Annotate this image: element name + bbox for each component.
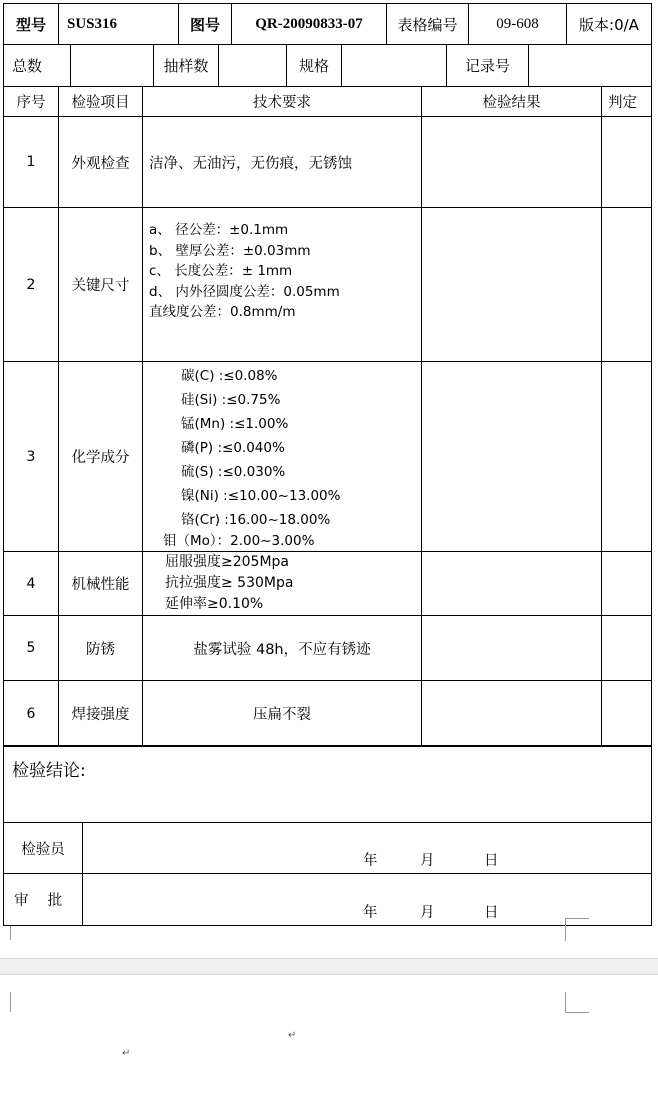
paragraph-mark-icon: ↵ [288,1030,297,1041]
row-item: 防锈 [59,616,143,681]
conclusion-label: 检验结论: [12,761,86,781]
sample-field[interactable] [219,45,287,87]
table-row [4,208,652,362]
column-header: 技术要求 [143,87,422,117]
inspection-table [3,86,652,747]
requirement-line: d、 内外径圆度公差：0.05mm [149,283,340,300]
requirement-line: 铬(Cr) :16.00~18.00% [181,511,331,528]
requirement-line: 磷(P) :≤0.040% [181,439,285,456]
column-header: 序号 [4,87,59,117]
row-item: 焊接强度 [59,681,143,747]
form-value[interactable]: 09-608 [469,4,567,45]
signature-table [3,745,652,926]
row-requirement: 压扁不裂 [143,681,422,747]
table-row [4,362,652,552]
page-corner-mark [10,992,11,1012]
requirement-line: 抗拉强度≥ 530Mpa [165,575,294,591]
requirement-line: 直线度公差：0.8mm/m [149,304,296,321]
model-label: 型号 [4,4,59,45]
column-header: 检验结果 [422,87,602,117]
row-item: 化学成分 [59,362,143,552]
requirement-line: 硅(Si) :≤0.75% [181,391,281,408]
row-requirement [143,362,422,552]
row-requirement [143,552,422,616]
model-value[interactable]: SUS316 [59,4,179,45]
result-cell[interactable] [422,616,602,681]
column-header: 检验项目 [59,87,143,117]
form-label: 表格编号 [387,4,469,45]
page-corner-mark [565,918,589,941]
row-requirement [143,208,422,362]
drawing-value[interactable]: QR-20090833-07 [232,4,387,45]
requirement-line: a、 径公差：±0.1mm [149,222,289,239]
date-day: 日 [484,853,499,869]
date-day: 日 [484,905,499,921]
requirement-line: 延伸率≥0.10% [165,596,264,612]
version-label: 版本:0/A [567,4,652,45]
table-row [4,117,652,208]
header-table [3,3,652,45]
judgement-cell[interactable] [602,616,652,681]
total-label: 总数 [4,45,71,87]
inspector-signature-field[interactable] [83,823,652,874]
row-number: 3 [4,362,59,552]
date-month: 月 [420,853,435,869]
requirement-line: 碳(C) :≤0.08% [181,367,278,384]
requirement-line: 屈服强度≥205Mpa [165,554,289,570]
row-number: 5 [4,616,59,681]
row-requirement: 盐雾试验 48h，不应有锈迹 [143,616,422,681]
result-cell[interactable] [422,362,602,552]
row-requirement: 洁净、无油污，无伤痕，无锈蚀 [143,117,422,208]
row-item: 外观检查 [59,117,143,208]
drawing-label: 图号 [179,4,232,45]
judgement-cell[interactable] [602,208,652,362]
spec-label: 规格 [287,45,342,87]
requirement-line: 锰(Mn) :≤1.00% [181,415,289,432]
page-corner-mark [565,992,589,1013]
result-cell[interactable] [422,552,602,616]
row-item: 关键尺寸 [59,208,143,362]
page-corner-mark [10,926,11,940]
approval-label: 审 批 [4,874,83,926]
judgement-cell[interactable] [602,552,652,616]
table-row [4,616,652,681]
page-separator [0,958,658,975]
row-number: 6 [4,681,59,747]
judgement-cell[interactable] [602,681,652,747]
requirement-line: 镍(Ni) :≤10.00~13.00% [181,487,341,504]
table-row [4,552,652,616]
record-label: 记录号 [447,45,529,87]
inspector-label: 检验员 [4,823,83,874]
requirement-line: c、 长度公差：± 1mm [149,263,293,280]
column-header: 判定 [602,87,652,117]
info-table [3,44,652,87]
row-number: 4 [4,552,59,616]
judgement-cell[interactable] [602,362,652,552]
date-month: 月 [420,905,435,921]
result-cell[interactable] [422,117,602,208]
record-field[interactable] [529,45,652,87]
date-year: 年 [363,905,378,921]
requirement-line: b、 壁厚公差：±0.03mm [149,242,311,259]
conclusion-field[interactable] [4,746,652,823]
paragraph-mark-icon: ↵ [122,1048,131,1059]
total-field[interactable] [71,45,154,87]
spec-field[interactable] [342,45,447,87]
result-cell[interactable] [422,208,602,362]
judgement-cell[interactable] [602,117,652,208]
requirement-line: 硫(S) :≤0.030% [181,463,286,480]
column-header-row [4,87,652,117]
date-year: 年 [363,853,378,869]
row-number: 2 [4,208,59,362]
sample-label: 抽样数 [154,45,219,87]
table-row [4,681,652,747]
row-item: 机械性能 [59,552,143,616]
result-cell[interactable] [422,681,602,747]
requirement-line: 钼（Mo）：2.00~3.00% [163,532,315,549]
row-number: 1 [4,117,59,208]
